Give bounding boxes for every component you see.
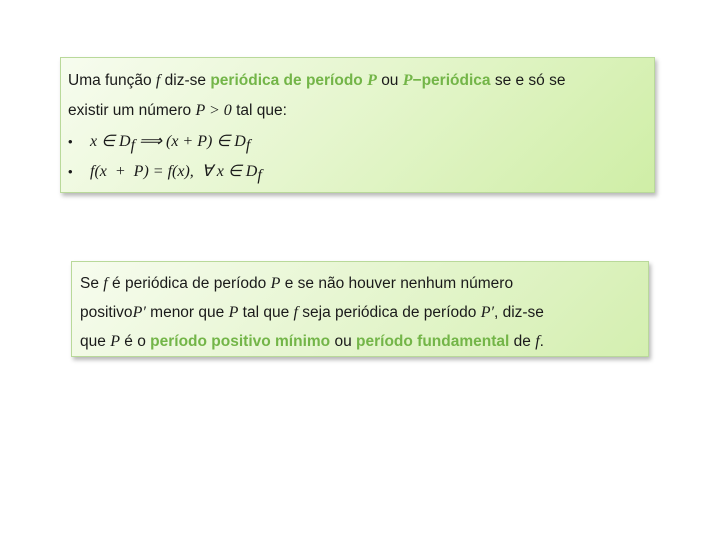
text: se e só se — [494, 72, 566, 89]
text: e se não houver nenhum número — [284, 275, 514, 292]
text: tal que — [242, 304, 290, 321]
text: Uma função — [68, 72, 152, 89]
text: ou — [381, 72, 399, 89]
bullet-item — [68, 157, 646, 187]
text: Se — [80, 275, 99, 292]
text: positivo — [80, 304, 133, 321]
bullet-marker: • — [68, 164, 73, 179]
math-P: P — [270, 275, 281, 292]
text: seja periódica de período — [302, 304, 477, 321]
text: menor que — [150, 304, 225, 321]
math-f: f — [155, 72, 161, 89]
highlight-p-periodic: −periódica — [412, 72, 491, 89]
text: ou — [334, 333, 352, 350]
definition-line-2 — [68, 96, 646, 126]
math-subscript: f — [130, 137, 136, 155]
fundamental-line-2 — [80, 298, 640, 327]
text: de — [513, 333, 531, 350]
math-P: P — [228, 304, 239, 321]
text: é periódica de período — [112, 275, 267, 292]
text: é o — [124, 333, 146, 350]
highlight-fundamental-period: período fundamental — [356, 333, 510, 350]
definition-box — [60, 57, 655, 193]
math-subscript: f — [245, 137, 251, 155]
text: . — [539, 333, 544, 350]
fundamental-period-box — [71, 261, 649, 357]
fundamental-line-1 — [80, 269, 640, 298]
text: , diz-se — [493, 304, 544, 321]
definition-line-1 — [68, 66, 646, 96]
bullet-item — [68, 127, 646, 157]
text: tal que: — [236, 102, 287, 119]
math-P: P — [367, 72, 377, 89]
math-P-prime: P′ — [480, 304, 494, 321]
text: diz-se — [164, 72, 207, 89]
math-P: P — [402, 72, 413, 89]
math-P: P — [110, 333, 120, 350]
text: que — [80, 333, 106, 350]
math-f: f — [293, 304, 298, 321]
math-subscript: f — [257, 167, 262, 185]
fundamental-line-3 — [80, 327, 640, 356]
math-expression: ⟹ (x + P) ∈ D — [135, 133, 246, 150]
math-expression: f(x + P) = f(x), ∀ x ∈ D — [90, 163, 258, 180]
bullet-marker: • — [68, 134, 73, 149]
highlight-minimal-period: período positivo mínimo — [150, 333, 331, 350]
math-f: f — [535, 333, 540, 350]
text: existir um número — [68, 102, 192, 119]
math-expression: x ∈ D — [90, 133, 131, 150]
highlight-periodic: periódica de período — [210, 72, 363, 89]
math-f: f — [103, 275, 108, 292]
math-P-prime: P′ — [132, 304, 146, 321]
math-P-positive: P > 0 — [195, 102, 232, 119]
